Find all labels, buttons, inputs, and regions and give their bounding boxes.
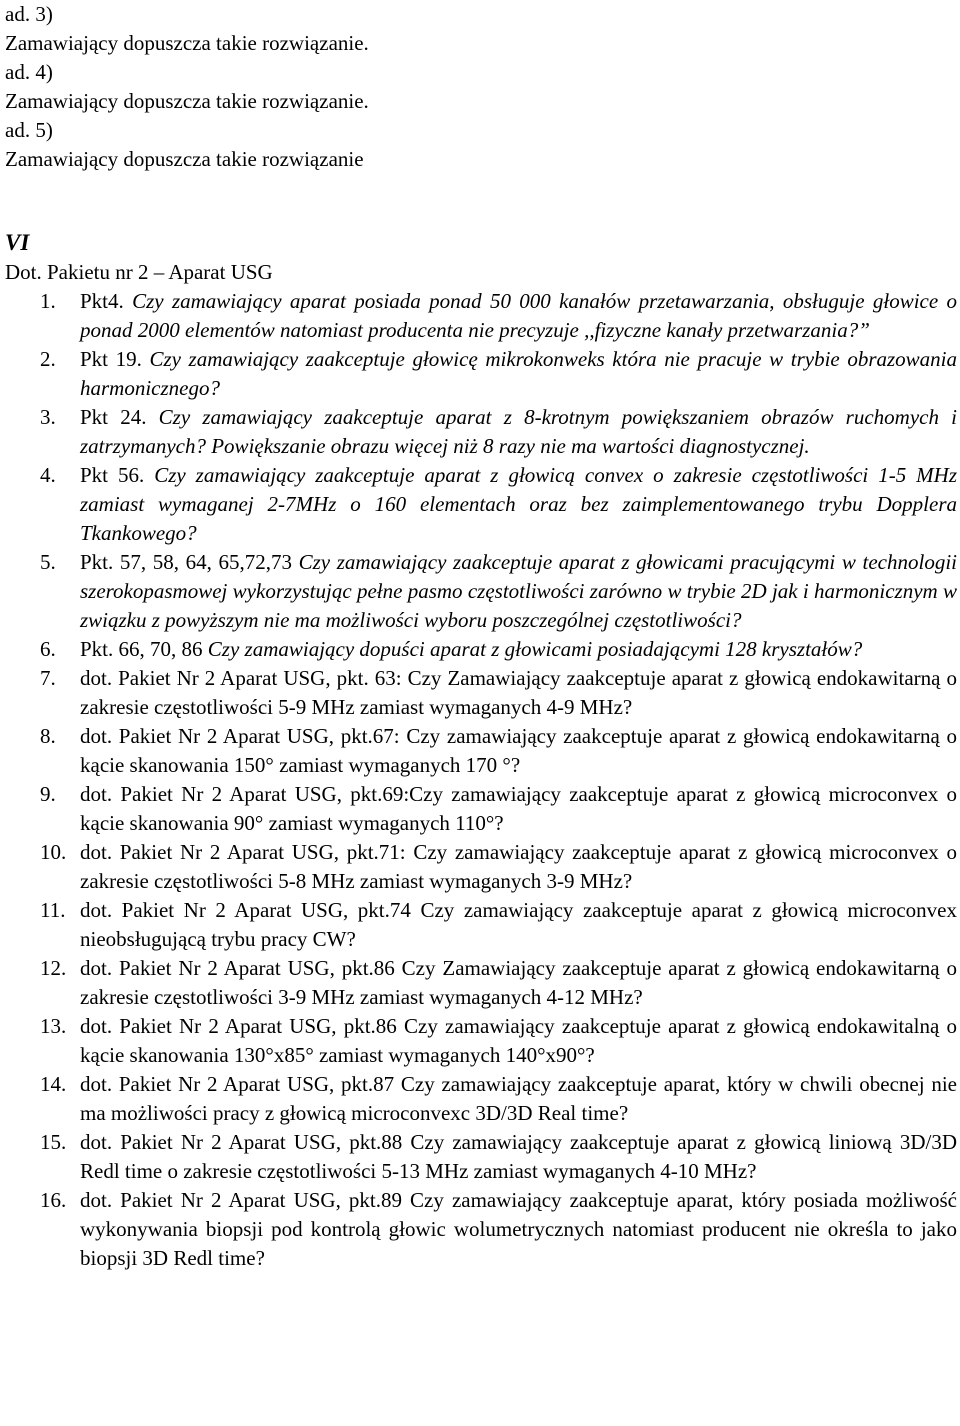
question-body: Czy zamawiający zaakceptuje aparat z 8-krotnym powiększaniem obrazów ruchomych i zatrzymanych? Powiększanie obrazu więcej niż 8 razy nie ma wartości diagnostycznej. xyxy=(80,405,958,458)
question-item xyxy=(0,896,960,954)
question-reference: Pkt4. xyxy=(80,289,133,313)
question-number: 4. xyxy=(40,463,56,487)
question-reference: Pkt. 66, 70, 86 xyxy=(80,637,208,661)
question-text xyxy=(80,896,960,954)
question-text xyxy=(80,548,960,635)
question-number: 7. xyxy=(40,666,56,690)
answer-text-3: Zamawiający dopuszcza takie rozwiązanie. xyxy=(5,31,369,55)
question-reference: dot. Pakiet Nr 2 Aparat USG, pkt.87 Czy zamawiający zaakceptuje aparat, który w chwili obecnej nie ma możliwości pracy z głowicą microconvexc 3D/3D Real time? xyxy=(80,1072,957,1125)
question-text xyxy=(80,345,960,403)
question-number: 13. xyxy=(40,1014,67,1038)
question-body: Czy zamawiający zaakceptuje głowicę mikrokonweks która nie pracuje w trybie obrazowania harmonicznego? xyxy=(80,347,958,400)
question-item xyxy=(0,1128,960,1186)
answer-ref-3: ad. 3) xyxy=(5,2,53,26)
question-number: 8. xyxy=(40,724,56,748)
question-text xyxy=(80,838,960,896)
question-text xyxy=(80,287,960,345)
question-number: 11. xyxy=(40,898,66,922)
question-reference: dot. Pakiet Nr 2 Aparat USG, pkt.88 Czy zamawiający zaakceptuje aparat z głowicą liniową 3D/3D Redl time o zakresie częstotliwości 5-13 MHz zamiast wymaganych 4-10 MHz? xyxy=(80,1130,957,1183)
question-text xyxy=(80,954,960,1012)
question-number: 1. xyxy=(40,289,56,313)
question-number: 3. xyxy=(40,405,56,429)
section-subtitle: Dot. Pakietu nr 2 – Aparat USG xyxy=(5,260,273,284)
question-number: 15. xyxy=(40,1130,67,1154)
question-text xyxy=(80,1128,960,1186)
answer-text-4: Zamawiający dopuszcza takie rozwiązanie. xyxy=(5,89,369,113)
question-reference: Pkt 19. xyxy=(80,347,150,371)
question-number: 14. xyxy=(40,1072,67,1096)
answer-text-5: Zamawiający dopuszcza takie rozwiązanie xyxy=(5,147,364,171)
question-number: 6. xyxy=(40,637,56,661)
question-body: Czy zamawiający dopuści aparat z głowicami posiadającymi 128 kryształów? xyxy=(207,637,863,661)
question-reference: dot. Pakiet Nr 2 Aparat USG, pkt.89 Czy zamawiający zaakceptuje aparat, który posiada możliwość wykonywania biopsji pod kontrolą głowic wolumetrycznych natomiast producent nie określa to jako biopsji 3D Redl time? xyxy=(80,1188,957,1270)
question-item xyxy=(0,1012,960,1070)
question-body: Czy zamawiający aparat posiada ponad 50 000 kanałów przetawarzania, obsługuje głowice o ponad 2000 elementów natomiast producenta nie precyzuje ,,fizyczne kanały przetwarzania?” xyxy=(80,289,958,342)
question-item xyxy=(0,838,960,896)
question-number: 12. xyxy=(40,956,67,980)
question-reference: Pkt. 57, 58, 64, 65,72,73 xyxy=(80,550,299,574)
question-reference: dot. Pakiet Nr 2 Aparat USG, pkt.74 Czy zamawiający zaakceptuje aparat z głowicą microconvex nieobsługującą trybu pracy CW? xyxy=(80,898,957,951)
question-number: 9. xyxy=(40,782,56,806)
question-item xyxy=(0,635,960,664)
question-item xyxy=(0,345,960,403)
question-item xyxy=(0,1186,960,1273)
question-text xyxy=(80,664,960,722)
question-reference: Pkt 24. xyxy=(80,405,159,429)
question-text xyxy=(80,1070,960,1128)
prior-answers xyxy=(5,0,369,174)
question-reference: dot. Pakiet Nr 2 Aparat USG, pkt. 63: Czy Zamawiający zaakceptuje aparat z głowicą endokawitarną o zakresie częstotliwości 5-9 MHz zamiast wymaganych 4-9 MHz? xyxy=(80,666,957,719)
question-reference: dot. Pakiet Nr 2 Aparat USG, pkt.69:Czy zamawiający zaakceptuje aparat z głowicą microconvex o kącie skanowania 90° zamiast wymaganych 110°? xyxy=(80,782,957,835)
question-body: Czy zamawiający zaakceptuje aparat z głowicami pracującymi w technologii szerokopasmowej wykorzystując pełne pasmo częstotliwości zarówno w trybie 2D jak i harmonicznym w związku z powyższym nie ma możliwości wyboru poszczególnej częstotliwości? xyxy=(80,550,957,632)
question-item xyxy=(0,954,960,1012)
question-text xyxy=(80,403,960,461)
question-item xyxy=(0,722,960,780)
question-item xyxy=(0,287,960,345)
question-item xyxy=(0,548,960,635)
question-body: Czy zamawiający zaakceptuje aparat z głowicą convex o zakresie częstotliwości 1-5 MHz zamiast wymaganej 2-7MHz o 160 elementach oraz bez zaimplementowanego trybu Dopplera Tkankowego? xyxy=(80,463,957,545)
question-reference: dot. Pakiet Nr 2 Aparat USG, pkt.67: Czy zamawiający zaakceptuje aparat z głowicą endokawitarną o kącie skanowania 150° zamiast wymaganych 170 °? xyxy=(80,724,957,777)
question-reference: Pkt 56. xyxy=(80,463,155,487)
question-reference: dot. Pakiet Nr 2 Aparat USG, pkt.86 Czy zamawiający zaakceptuje aparat z głowicą endokawitalną o kącie skanowania 130°x85° zamiast wymaganych 140°x90°? xyxy=(80,1014,957,1067)
question-number: 10. xyxy=(40,840,67,864)
question-reference: dot. Pakiet Nr 2 Aparat USG, pkt.71: Czy zamawiający zaakceptuje aparat z głowicą microconvex o zakresie częstotliwości 5-8 MHz zamiast wymaganych 3-9 MHz? xyxy=(80,840,957,893)
question-text xyxy=(80,461,960,548)
question-number: 5. xyxy=(40,550,56,574)
question-text xyxy=(80,722,960,780)
question-reference: dot. Pakiet Nr 2 Aparat USG, pkt.86 Czy Zamawiający zaakceptuje aparat z głowicą endokawitarną o zakresie częstotliwości 3-9 MHz zamiast wymaganych 4-12 MHz? xyxy=(80,956,957,1009)
answer-ref-4: ad. 4) xyxy=(5,60,53,84)
question-list xyxy=(0,287,960,1273)
question-number: 2. xyxy=(40,347,56,371)
question-item xyxy=(0,664,960,722)
question-item xyxy=(0,780,960,838)
question-number: 16. xyxy=(40,1188,67,1212)
question-text xyxy=(80,780,960,838)
question-text xyxy=(80,635,960,664)
answer-ref-5: ad. 5) xyxy=(5,118,53,142)
question-item xyxy=(0,461,960,548)
section-label: VI xyxy=(5,230,30,255)
question-item xyxy=(0,1070,960,1128)
question-item xyxy=(0,403,960,461)
question-text xyxy=(80,1012,960,1070)
question-text xyxy=(80,1186,960,1273)
